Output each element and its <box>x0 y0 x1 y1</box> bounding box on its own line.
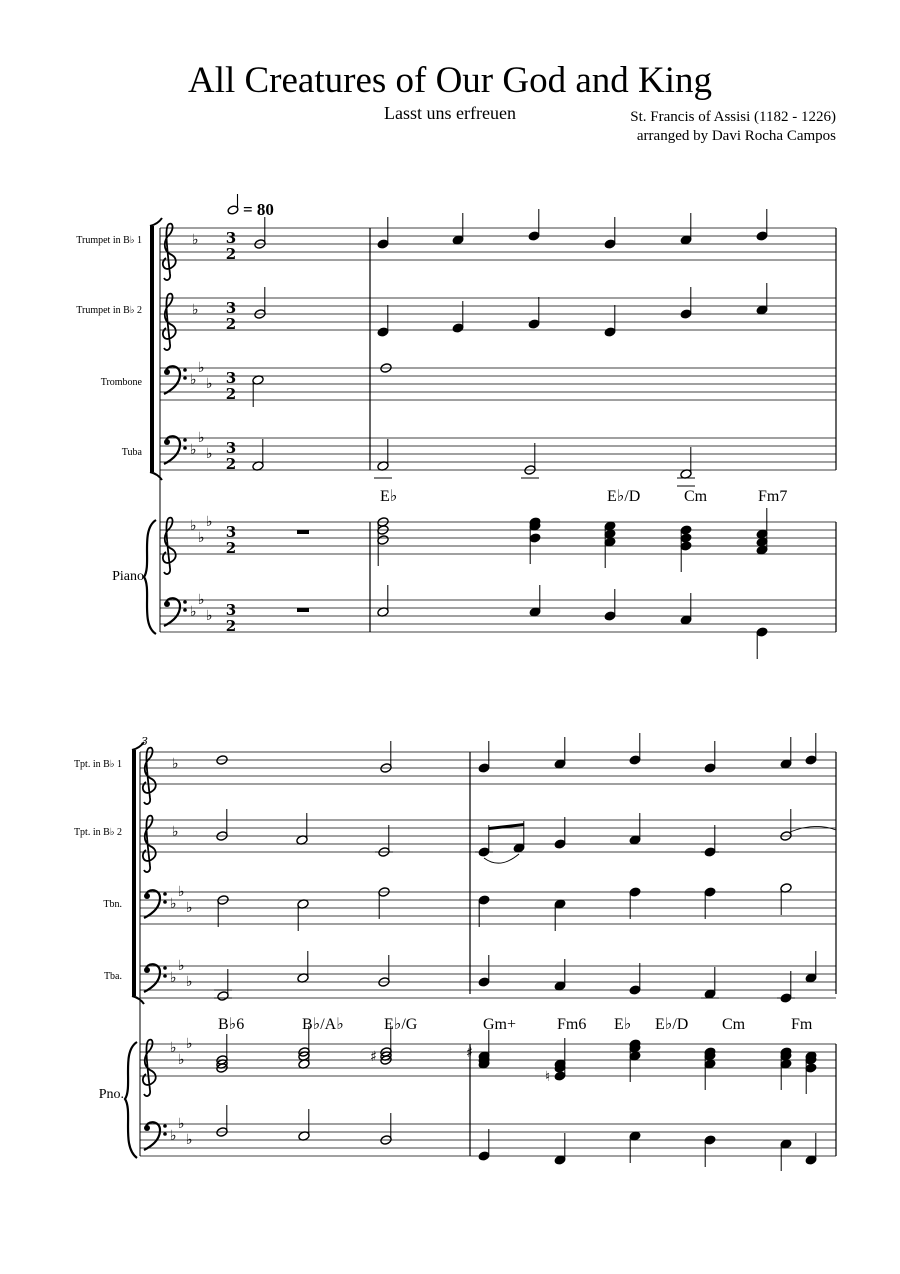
composer-credit: St. Francis of Assisi (1182 - 1226) <box>630 109 836 125</box>
flat-sign: ♭ <box>186 1036 193 1052</box>
bass-clef <box>164 436 187 464</box>
bass-clef <box>164 366 187 394</box>
bracket-hook <box>150 218 162 226</box>
time-signature-bottom: 2 <box>225 385 237 403</box>
whole-rest <box>297 608 309 612</box>
chord-symbol: Cm <box>722 1016 746 1033</box>
time-signature-bottom: 2 <box>225 315 237 333</box>
label-tuba: Tuba <box>121 447 142 458</box>
sharp-sign: ♯ <box>370 1049 377 1065</box>
time-signature-top: 3 <box>225 299 237 317</box>
flat-sign: ♭ <box>198 592 205 608</box>
bass-clef <box>144 890 167 918</box>
flat-sign: ♭ <box>198 430 205 446</box>
flat-sign: ♭ <box>178 1116 185 1132</box>
beam <box>489 823 524 830</box>
flat-sign: ♭ <box>206 446 213 462</box>
chord-symbol: E♭ <box>614 1016 632 1033</box>
sharp-sign: ♯ <box>466 1045 473 1061</box>
label-trombone: Trombone <box>100 377 142 388</box>
bass-clef <box>144 964 167 992</box>
chord-symbol: E♭/D <box>655 1016 689 1033</box>
flat-sign: ♭ <box>186 1132 193 1148</box>
flat-sign: ♭ <box>198 530 205 546</box>
flat-sign: ♭ <box>206 514 213 530</box>
chord-symbol: E♭/D <box>607 488 641 505</box>
flat-sign: ♭ <box>170 896 177 912</box>
bracket-hook <box>132 996 144 1004</box>
tempo-value: = 80 <box>243 200 274 219</box>
label-trumpet-1: Trumpet in B♭ 1 <box>76 235 142 246</box>
chord-symbol: Gm+ <box>483 1016 517 1033</box>
flat-sign: ♭ <box>192 302 199 318</box>
time-signature-bottom: 2 <box>225 455 237 473</box>
time-signature-top: 3 <box>225 229 237 247</box>
label-piano: Piano <box>112 569 144 584</box>
natural-sign: ♮ <box>545 1069 551 1085</box>
time-signature-bottom: 2 <box>225 245 237 263</box>
flat-sign: ♭ <box>198 360 205 376</box>
flat-sign: ♭ <box>172 756 179 772</box>
slur <box>484 854 519 863</box>
flat-sign: ♭ <box>192 232 199 248</box>
piano-brace <box>144 520 156 634</box>
chord-symbol: Cm <box>684 488 708 505</box>
time-signature-top: 3 <box>225 439 237 457</box>
flat-sign: ♭ <box>190 372 197 388</box>
flat-sign: ♭ <box>172 824 179 840</box>
time-signature-top: 3 <box>225 369 237 387</box>
chord-symbol: Fm7 <box>758 488 788 505</box>
time-signature-bottom: 2 <box>225 539 237 557</box>
label-trumpet-2: Trumpet in B♭ 2 <box>76 305 142 316</box>
chord-symbol: B♭/A♭ <box>302 1016 344 1033</box>
flat-sign: ♭ <box>178 1052 185 1068</box>
label-pno-short: Pno. <box>98 1087 124 1102</box>
piano-brace <box>125 1042 137 1158</box>
chord-symbol: B♭6 <box>218 1016 245 1033</box>
bass-clef <box>164 598 187 626</box>
bass-clef <box>144 1122 167 1150</box>
flat-sign: ♭ <box>186 974 193 990</box>
label-tba-short: Tba. <box>103 971 122 982</box>
flat-sign: ♭ <box>206 608 213 624</box>
flat-sign: ♭ <box>190 442 197 458</box>
flat-sign: ♭ <box>186 900 193 916</box>
time-signature-top: 3 <box>225 523 237 541</box>
label-tbn-short: Tbn. <box>103 899 122 910</box>
whole-rest <box>297 530 309 534</box>
measure-number: 3 <box>141 735 148 748</box>
arranger-credit: arranged by Davi Rocha Campos <box>636 128 836 144</box>
chord-symbol: E♭/G <box>384 1016 418 1033</box>
chord-symbol: Fm6 <box>557 1016 587 1033</box>
label-tpt-2-short: Tpt. in B♭ 2 <box>73 827 122 838</box>
piece-subtitle: Lasst uns erfreuen <box>384 103 516 123</box>
tempo-marking <box>227 194 274 219</box>
chord-symbol: Fm <box>791 1016 813 1033</box>
flat-sign: ♭ <box>206 376 213 392</box>
flat-sign: ♭ <box>170 1040 177 1056</box>
flat-sign: ♭ <box>170 970 177 986</box>
time-signature-bottom: 2 <box>225 617 237 635</box>
flat-sign: ♭ <box>190 518 197 534</box>
flat-sign: ♭ <box>178 884 185 900</box>
piece-title: All Creatures of Our God and King <box>187 60 713 101</box>
flat-sign: ♭ <box>178 958 185 974</box>
flat-sign: ♭ <box>190 604 197 620</box>
system-bracket <box>150 226 154 472</box>
flat-sign: ♭ <box>170 1128 177 1144</box>
system-bracket <box>132 750 136 996</box>
label-tpt-1-short: Tpt. in B♭ 1 <box>73 759 122 770</box>
chord-symbol: E♭ <box>380 488 398 505</box>
tie <box>790 826 836 832</box>
time-signature-top: 3 <box>225 601 237 619</box>
